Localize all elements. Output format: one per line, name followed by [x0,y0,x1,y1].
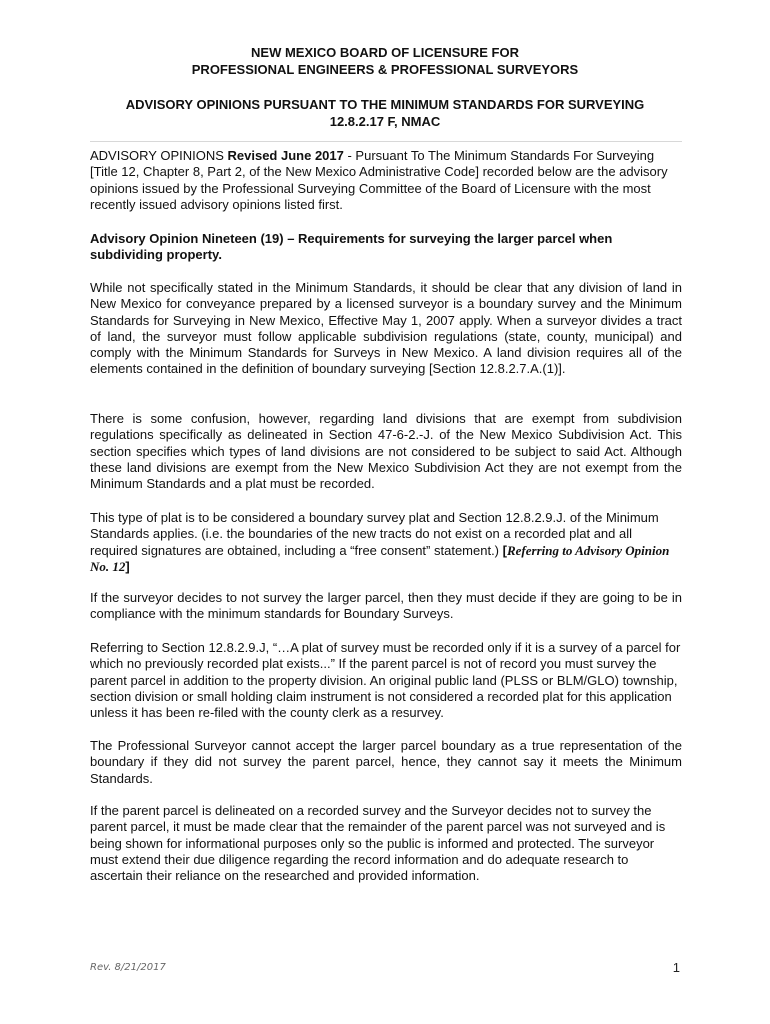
revision-date: Rev. 8/21/2017 [90,962,166,973]
header-divider [90,141,682,142]
advisory-opinion-reference: Referring to Advisory Opinion No. 12 [90,542,670,574]
subtitle-line-2: 12.8.2.17 F, NMAC [329,114,441,129]
reference-close-bracket: ] [125,558,130,574]
opinion-paragraph-4: If the surveyor decides to not survey the larger parcel, then they must decide if they are going to be in compliance with the minimum standards for Boundary Surveys. [90,590,682,622]
document-title [90,44,680,78]
page-number: 1 [672,960,680,975]
opinion-paragraph-2: There is some confusion, however, regarding land divisions that are exempt from subdivision regulations specifically as delineated in Section 47-6-2.-J. of the New Mexico Subdivision Act. This section specifies which types of land divisions are not considered to be subject to said Act. Although these land divisions are exempt from the New Mexico Subdivision Act they are not exempt from the Minimum Standards and a plat must be recorded. [90,411,682,492]
title-line-2: PROFESSIONAL ENGINEERS & PROFESSIONAL SURVEYORS [191,62,579,77]
document-subtitle [90,96,680,130]
opinion-heading: Advisory Opinion Nineteen (19) – Requirements for surveying the larger parcel when subdividing property. [90,231,613,263]
paragraph-3-text: This type of plat is to be considered a boundary survey plat and Section 12.8.2.9.J. of the Minimum Standards applies. (i.e. the boundaries of the new tracts do not exist on a recorded plat and all required signatures are obtained, including a “free consent” statement.) [90,510,659,558]
title-line-1: NEW MEXICO BOARD OF LICENSURE FOR [251,45,519,60]
opinion-paragraph-6: The Professional Surveyor cannot accept the larger parcel boundary as a true representation of the boundary if they did not survey the parent parcel, hence, they cannot say it meets the Minimum Standards. [90,738,682,786]
intro-prefix: ADVISORY OPINIONS [90,148,228,163]
reference-open-bracket: [ [502,542,507,558]
intro-text: - Pursuant To The Minimum Standards For Surveying [Title 12, Chapter 8, Part 2, of the New Mexico Administrative Code] recorded below are the advisory opinions issued by the Professional Surveying Committee of the Board of Licensure with the most recently issued advisory opinions listed first. [90,148,668,212]
opinion-paragraph-5: Referring to Section 12.8.2.9.J, “…A plat of survey must be recorded only if it is a survey of a parcel for which no previously recorded plat exists...” If the parent parcel is not of record you must survey the parent parcel in addition to the property division. An original public land (PLSS or BLM/GLO) township, section division or small holding claim instrument is not considered a recorded plat for this application unless it has been re-filed with the county clerk as a resurvey. [90,640,681,721]
opinion-paragraph-7: If the parent parcel is delineated on a recorded survey and the Surveyor decides not to survey the parent parcel, it must be made clear that the remainder of the parent parcel was not surveyed and is being shown for informational purposes only so the public is informed and protected. The surveyor must extend their due diligence regarding the record information and do adequate research to ascertain their reliance on the researched and provided information. [90,803,666,884]
intro-revised-date: Revised June 2017 [227,148,344,163]
opinion-paragraph-1: While not specifically stated in the Minimum Standards, it should be clear that any division of land in New Mexico for conveyance prepared by a licensed surveyor is a boundary survey and the Minimum Standards for Surveying in New Mexico, Effective May 1, 2007 apply. When a surveyor divides a tract of land, the surveyor must follow applicable subdivision regulations (state, county, municipal) and comply with the Minimum Standards for Surveys in New Mexico. A land division requires all of the elements contained in the definition of boundary surveying [Section 12.8.2.7.A.(1)]. [90,280,682,377]
opinion-paragraph-3 [90,510,682,575]
intro-paragraph [90,148,682,213]
subtitle-line-1: ADVISORY OPINIONS PURSUANT TO THE MINIMUM STANDARDS FOR SURVEYING [125,97,645,112]
